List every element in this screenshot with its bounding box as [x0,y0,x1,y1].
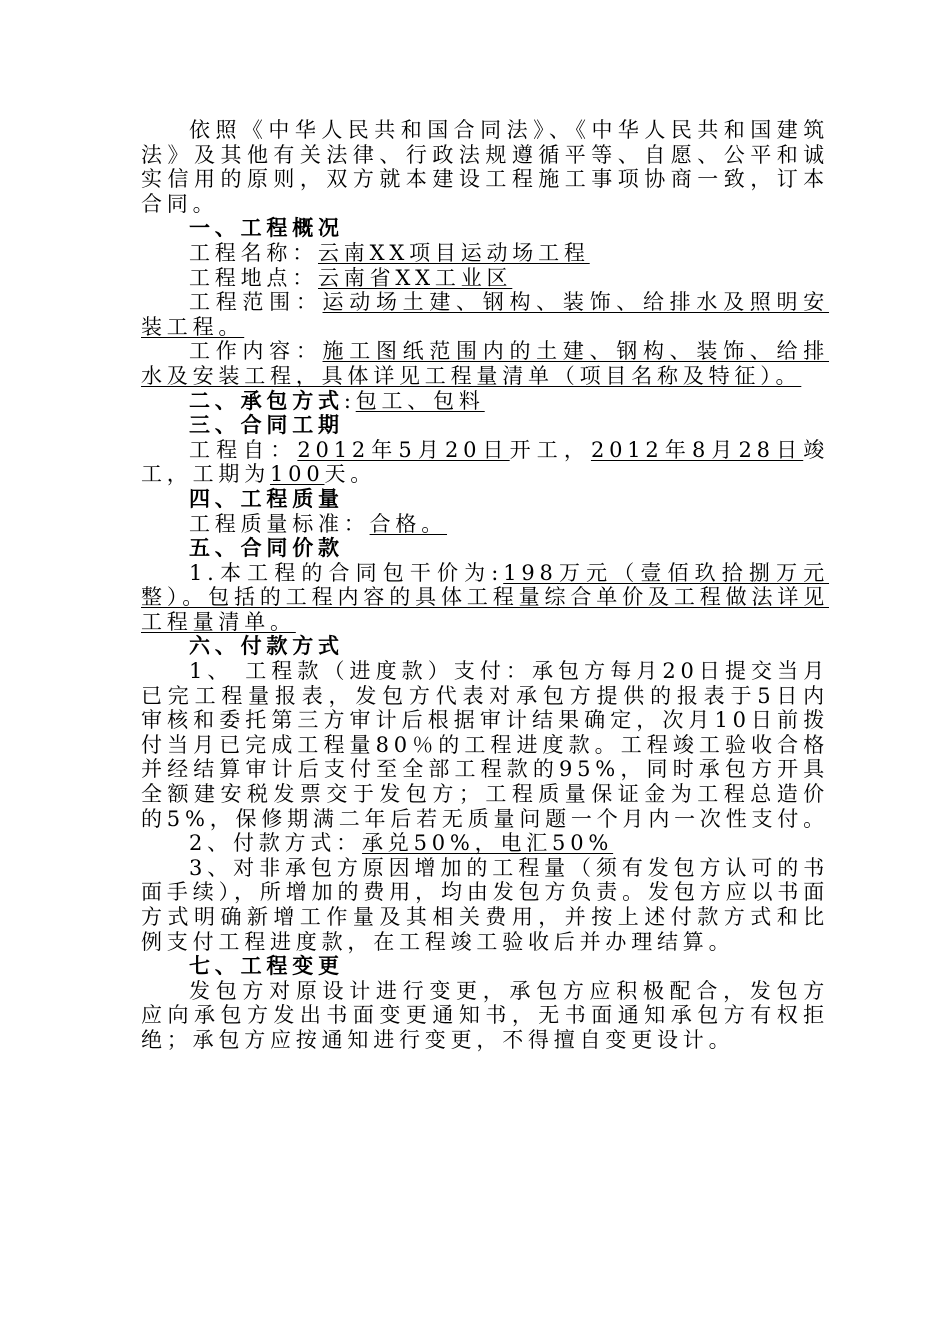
payment-method-label: 2、付款方式： [189,831,362,856]
quality-line [141,512,829,537]
project-scope-label: 工程范围： [189,290,323,315]
section-5-heading: 五、合同价款 [189,535,344,561]
project-name-label: 工程名称： [189,240,318,265]
project-site-value: 云南省XX工业区 [318,265,513,290]
quality-value: 合格。 [369,511,448,536]
contract-document [141,118,829,1053]
duration-days: 100 [270,462,325,487]
section-4-heading: 四、工程质量 [189,485,344,511]
section-6-heading: 六、付款方式 [189,633,344,659]
section-7-heading: 七、工程变更 [189,953,344,979]
schedule-from-label: 工程自： [189,437,298,462]
contract-mode-value: 包工、包料 [355,388,485,413]
contract-mode-line [141,389,829,414]
work-content-line [141,339,829,388]
duration-unit: 天。 [324,462,377,487]
work-content-label: 工作内容： [189,339,323,364]
section-3-heading: 三、合同工期 [189,412,344,438]
change-paragraph: 发包方对原设计进行变更，承包方应积极配合，发包方应向承包方发出书面变更通知书，无书面通知承包方有权拒绝；承包方应按通知进行变更，不得擅自变更设计。 [141,978,829,1052]
project-scope-value: 运动场土建、钢构、装饰、给排水及照明安装工程。 [141,290,830,339]
price-label: 1.本工程的合同包干价为: [189,560,504,585]
end-text: 竣工，工期为 [141,437,830,487]
intro-paragraph: 依照《中华人民共和国合同法》、《中华人民共和国建筑法》及其他有关法律、行政法规遵循平等、自愿、公平和诚实信用的原则，双方就本建设工程施工事项协商一致，订本合同。 [141,118,829,216]
payment-item-3: 3、对非承包方原因增加的工程量（须有发包方认可的书面手续），所增加的费用，均由发包方负责。发包方应以书面方式明确新增工作量及其相关费用，并按上述付款方式和比例支付工程进度款，在工程竣工验收后并办理结算。 [141,855,829,954]
end-date: 2012年8月28日 [590,437,804,462]
start-date: 2012年5月20日 [297,437,510,462]
contract-mode-colon: : [343,388,356,413]
price-value: 198万元（壹佰玖拾捌万元整）。包括的工程内容的具体工程量综合单价及工程做法详见工程量清单。 [141,560,830,634]
project-name-line [141,241,829,266]
payment-method-value: 承兑50%，电汇50% [361,831,614,856]
start-text: 开工， [509,437,591,462]
work-content-value: 施工图纸范围内的土建、钢构、装饰、给排水及安装工程，具体详见工程量清单（项目名称及特征）。 [141,339,830,388]
project-scope-line [141,290,829,339]
project-name-value: 云南XX项目运动场工程 [318,240,590,265]
project-site-line [141,266,829,291]
schedule-line [141,438,829,487]
section-2-heading: 二、承包方式 [189,387,344,413]
section-1-heading: 一、工程概况 [189,215,344,241]
project-site-label: 工程地点： [189,265,318,290]
payment-item-2 [141,831,829,856]
price-line [141,561,829,635]
quality-label: 工程质量标准： [189,511,370,536]
payment-item-1: 1、 工程款（进度款）支付：承包方每月20日提交当月已完工程量报表，发包方代表对承包方提供的报表于5日内审核和委托第三方审计后根据审计结果确定，次月10日前拨付当月已完成工程量80％的工程进度款。工程竣工验收合格并经结算审计后支付至全部工程款的95%，同时承包方开具全额建安税发票交于发包方；工程质量保证金为工程总造价的5%，保修期满二年后若无质量问题一个月内一次性支付。 [141,659,829,831]
